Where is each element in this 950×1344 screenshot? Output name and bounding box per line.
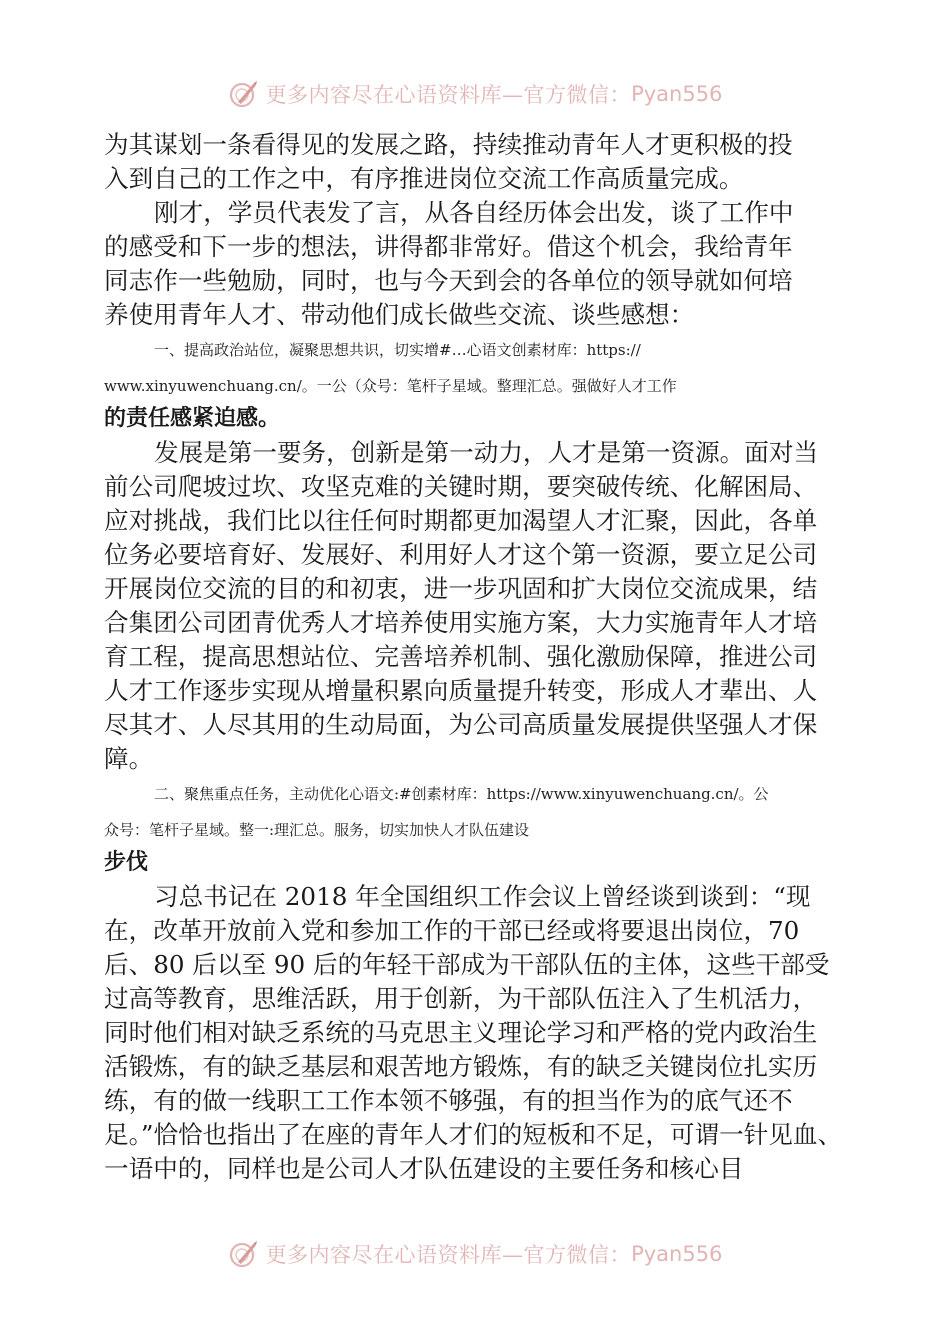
banner-account: Pyan556	[631, 1242, 723, 1266]
body-line: 的感受和下一步的想法，讲得都非常好。借这个机会，我给青年	[104, 232, 793, 261]
section-heading: 的责任感紧迫感。	[104, 406, 281, 431]
section-heading: 步伐	[104, 850, 149, 875]
banner-account: Pyan556	[631, 82, 723, 106]
pen-logo-icon	[228, 78, 260, 110]
header-watermark-banner	[0, 74, 950, 114]
section-title-line: 一、提高政治站位，凝聚思想共识，切实增#…心语文创素材库：https://	[154, 341, 641, 359]
body-line: 同时他们相对缺乏系统的马克思主义理论学习和严格的党内政治生	[104, 1018, 818, 1047]
banner-text: 更多内容尽在心语资料库—官方微信：	[265, 83, 632, 107]
body-line: 足。”恰恰也指出了在座的青年人才们的短板和不足，可谓一针见血、	[104, 1120, 843, 1149]
body-line: 入到自己的工作之中，有序推进岗位交流工作高质量完成。	[104, 164, 744, 193]
body-line: 前公司爬坡过坎、攻坚克难的关键时期，要突破传统、化解困局、	[104, 472, 818, 501]
body-line: 育工程，提高思想站位、完善培养机制、强化激励保障，推进公司	[104, 642, 818, 671]
pen-logo-icon	[228, 1238, 260, 1270]
body-line: 习总书记在 2018 年全国组织工作会议上曾经谈到谈到：“现	[154, 882, 811, 911]
body-line: 应对挑战，我们比以往任何时期都更加渴望人才汇聚，因此，各单	[104, 506, 818, 535]
body-line: 人才工作逐步实现从增量积累向质量提升转变，形成人才辈出、人	[104, 676, 818, 705]
body-line: 刚才，学员代表发了言，从各自经历体会出发，谈了工作中	[154, 198, 794, 227]
body-line: 养使用青年人才、带动他们成长做些交流、谈些感想：	[104, 300, 695, 329]
body-line: 为其谋划一条看得见的发展之路，持续推动青年人才更积极的投	[104, 130, 793, 159]
body-line: 合集团公司团青优秀人才培养使用实施方案，大力实施青年人才培	[104, 608, 818, 637]
body-line: 障。	[104, 744, 154, 773]
body-line: 一语中的，同样也是公司人才队伍建设的主要任务和核心目	[104, 1154, 744, 1183]
body-line: 练，有的做一线职工工作本领不够强，有的担当作为的底气还不	[104, 1086, 793, 1115]
body-line: 尽其才、人尽其用的生动局面，为公司高质量发展提供坚强人才保	[104, 710, 818, 739]
banner-text: 更多内容尽在心语资料库—官方微信：	[265, 1243, 632, 1267]
body-line: 开展岗位交流的目的和初衷，进一步巩固和扩大岗位交流成果，结	[104, 574, 818, 603]
section-title-line: 众号：笔杆子星域。整一:理汇总。服务，切实加快人才队伍建设	[104, 821, 530, 839]
body-line: 位务必要培育好、发展好、利用好人才这个第一资源，要立足公司	[104, 540, 818, 569]
body-line: 同志作一些勉励，同时，也与今天到会的各单位的领导就如何培	[104, 266, 793, 295]
section-title-line: www.xinyuwenchuang.cn/。一公（众号：笔杆子星域。整理汇总。强做好人才工作	[104, 377, 677, 395]
body-line: 发展是第一要务，创新是第一动力，人才是第一资源。面对当	[154, 438, 819, 467]
body-line: 过高等教育，思维活跃，用于创新，为干部队伍注入了生机活力，	[104, 984, 818, 1013]
document-body	[104, 128, 848, 1186]
section-title-line: 二、聚焦重点任务，主动优化心语文:#创素材库：https://www.xinyuwenchuang.cn/。公	[154, 785, 769, 803]
footer-watermark-banner	[0, 1234, 950, 1274]
body-line: 活锻炼，有的缺乏基层和艰苦地方锻炼，有的缺乏关键岗位扎实历	[104, 1052, 818, 1081]
body-line: 在，改革开放前入党和参加工作的干部已经或将要退出岗位，70	[104, 916, 800, 945]
body-line: 后、80 后以至 90 后的年轻干部成为干部队伍的主体，这些干部受	[104, 950, 830, 979]
